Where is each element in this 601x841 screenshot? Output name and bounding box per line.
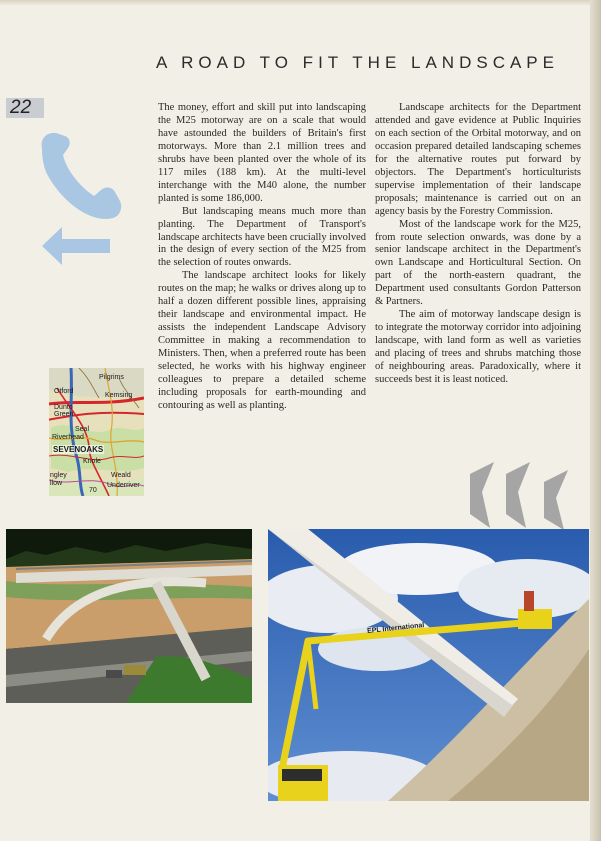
photo-graphic — [268, 529, 589, 801]
map-label: Riverhead — [52, 434, 84, 441]
bridge-over-motorway-photo — [6, 529, 252, 703]
photo-graphic — [6, 529, 252, 703]
left-arrow-icon — [40, 225, 112, 267]
article-paragraph: Landscape architects for the Department attended and gave evidence at Public Inquiries on each section of the Orbital motorway, and on occasion prepared detailed landscaping schemes for the alternative routes put forward by objectors. The Department's horticulturists supervise implementation of their landscape proposals; maintenance is carried out on an agency basis by the Forestry Commission. — [375, 102, 581, 217]
article-paragraph: Most of the landscape work for the M25, from route selection onwards, was done by a senior landscape architect in the Department's own Landscape and Horticultural Section. On part of the north-eastern quadrant, the Department used consultants Gordon Patterson & Partners. — [375, 218, 581, 308]
map-label: llow — [50, 480, 63, 487]
map-town-label: SEVENOAKS — [53, 445, 104, 454]
page-title: A ROAD TO FIT THE LANDSCAPE — [156, 53, 559, 72]
map-label: Otford — [54, 388, 74, 395]
article-column-left — [158, 102, 366, 413]
map-label: Kemsing — [105, 392, 133, 399]
bridge-maintenance-crane-photo — [268, 529, 589, 801]
crane-brand-label: EPL International — [366, 622, 425, 635]
article-paragraph: The money, effort and skill put into landscaping the M25 motorway are on a scale that would have astounded the builders of Britain's first motorways. More than 2.1 million trees and shrubs have been planted over the whole of its 117 miles (188 km). At the multi-level interchange with the M40 alone, the number planted is some 186,000. — [158, 102, 366, 204]
chevrons-icon — [460, 452, 590, 530]
map-label: Seal — [75, 426, 90, 433]
map-label: Pilgrims — [99, 374, 124, 381]
page-top-edge — [0, 0, 601, 6]
map-label: 70 — [89, 487, 97, 494]
article-paragraph: The landscape architect looks for likely routes on the map; he walks or drives along up to half a dozen different possible lines, appraising their landscape and environmental impact. He assists the independent Landscape Advisory Committee in making a recommendation to Ministers. Then, when a preferred route has been selected, he works with his highway engineer colleagues to prepare a detailed scheme including proposals for earth-mounding and contouring as well as planting. — [158, 270, 366, 411]
map-label: Dunto Green — [54, 404, 74, 418]
article-column-right — [375, 102, 581, 387]
page-binding-edge — [590, 0, 601, 841]
page-number: 22 — [6, 98, 44, 118]
article-paragraph: The aim of motorway landscape design is to integrate the motorway corridor into adjoining landscape, with land form as well as varieties and placing of trees and shrubs matching those of neighbouring areas. Paradoxically, where it succeeds best it is least noticed. — [375, 309, 581, 386]
telephone-icon — [34, 124, 126, 236]
map-label: ngley — [50, 472, 67, 479]
article-paragraph: But landscaping means much more than planting. The Department of Transport's landscape architects have been crucially involved in the design of every section of the M25 from the selection of routes onwards. — [158, 205, 366, 269]
map-label: Knole — [83, 458, 101, 465]
map-label: Weald — [111, 472, 131, 479]
route-map — [49, 368, 144, 496]
map-label: Underriver — [107, 482, 140, 489]
